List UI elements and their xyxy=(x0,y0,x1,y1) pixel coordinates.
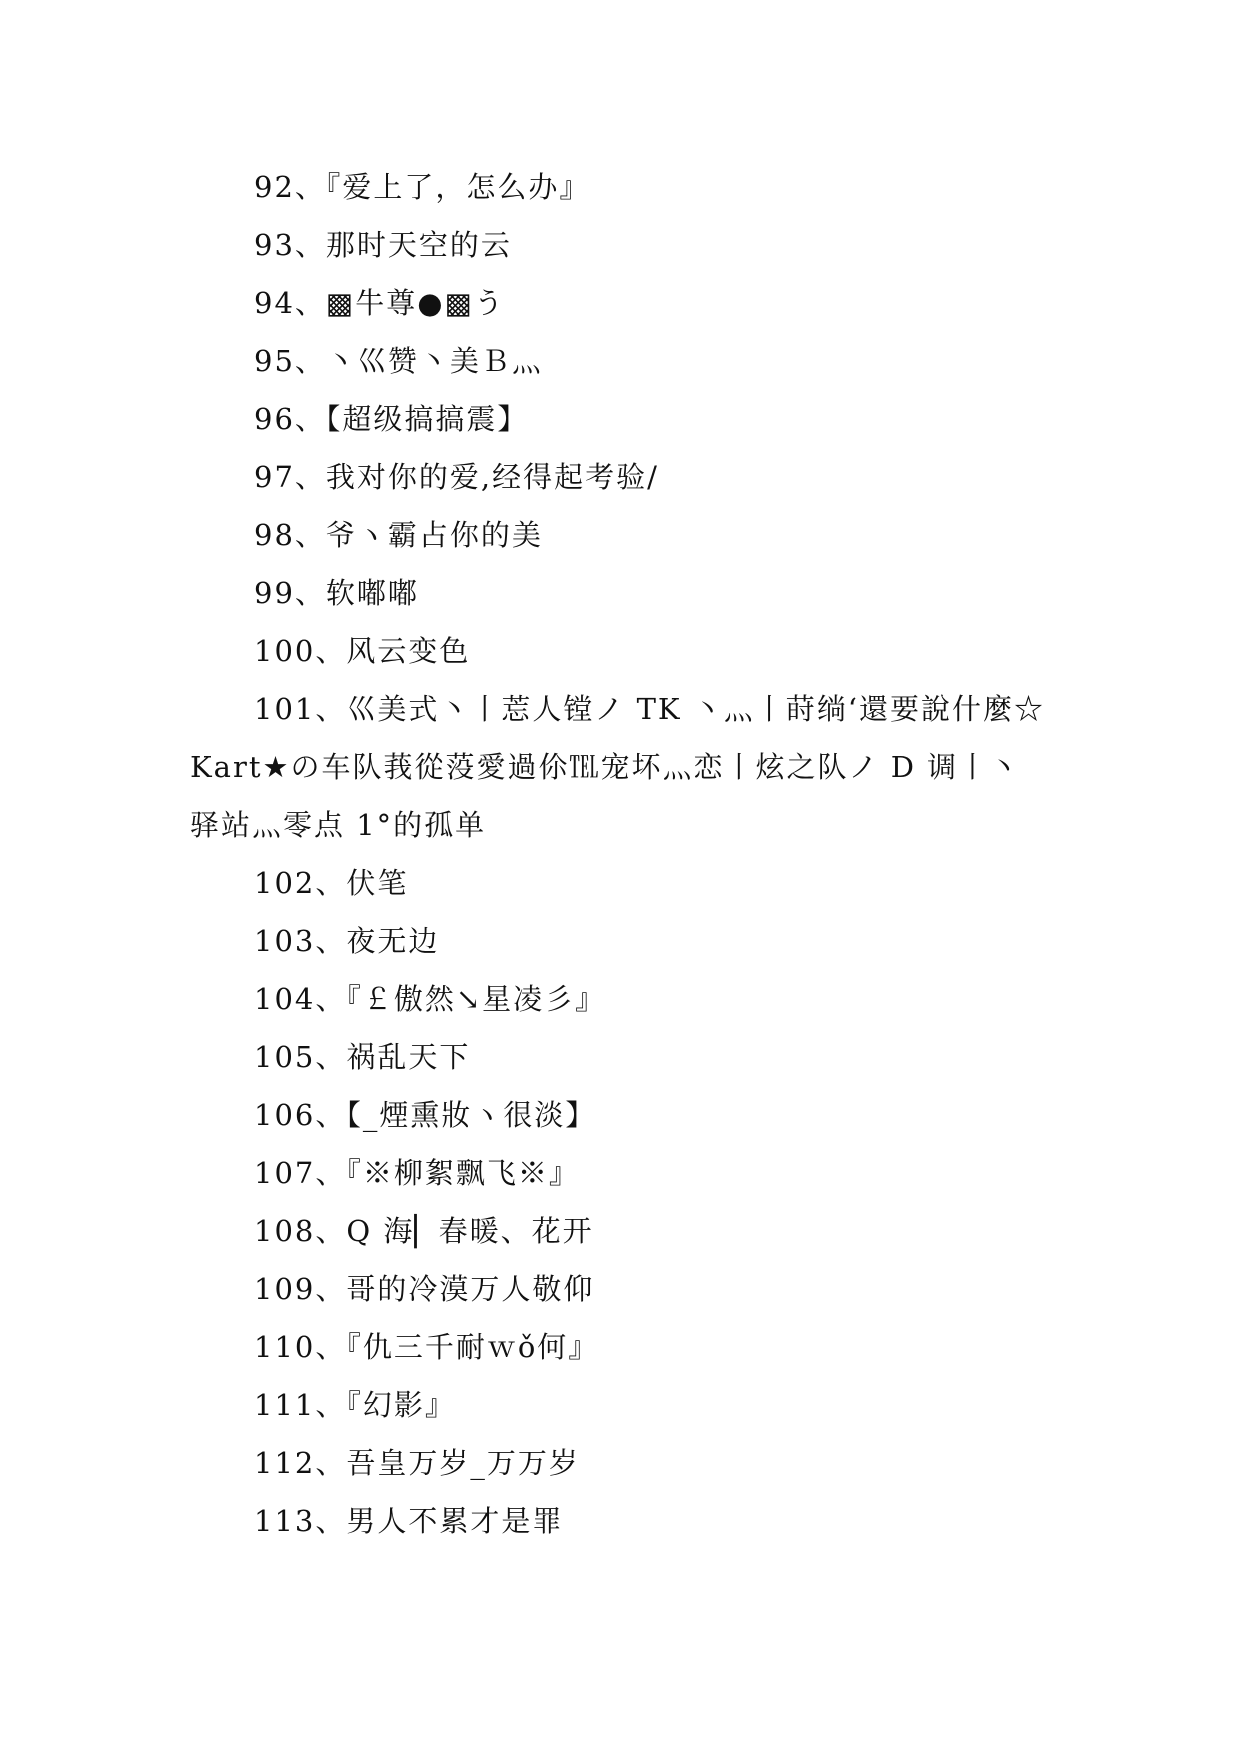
list-item: 111、『幻影』 xyxy=(254,1388,456,1422)
list-item: 103、夜无边 xyxy=(254,924,440,958)
list-item: 98、爷ヽ霸占你的美 xyxy=(254,518,543,552)
list-item-multiline: 101、巛美式丶丨莣人镗ノ TK 丶灬丨莳绱‘還要說什麼☆Kart★の车队莪從莈愛過伱℡宠坏灬恋丨炫之队ノ D 调丨丶驿站灬零点 1°的孤单 xyxy=(190,692,1046,842)
list-item: 107、『※柳絮飘飞※』 xyxy=(254,1156,580,1190)
list-item: 93、那时天空的云 xyxy=(254,228,512,262)
list-item: 106、【_煙熏妝ヽ很淡】 xyxy=(254,1098,597,1132)
list-item: 97、我对你的爱,经得起考验/ xyxy=(254,460,659,494)
list-item: 100、风云变色 xyxy=(254,634,471,668)
list-item: 104、『￡傲然↘星凌彡』 xyxy=(254,982,607,1016)
list-item: 105、祸乱天下 xyxy=(254,1040,471,1074)
list-item: 102、伏笔 xyxy=(254,866,409,900)
list-item: 112、吾皇万岁_万万岁 xyxy=(254,1446,580,1480)
list-item: 113、男人不累才是罪 xyxy=(254,1504,564,1538)
list-item: 99、软嘟嘟 xyxy=(254,576,419,610)
list-item: 110、『仇三千耐ｗǒ何』 xyxy=(254,1330,600,1364)
list-item: 96、【超级搞搞震】 xyxy=(254,402,529,436)
list-item: 95、丶巛赞丶美Ｂ灬 xyxy=(254,344,543,378)
list-item: 92、『爱上了，怎么办』 xyxy=(254,170,591,204)
document-body xyxy=(190,158,1050,1550)
list-item: 94、▩牛尊●▩う xyxy=(254,286,506,320)
list-item: 109、哥的冷漠万人敬仰 xyxy=(254,1272,595,1306)
list-item: 108、Q 海▏春暖、花开 xyxy=(254,1214,594,1248)
